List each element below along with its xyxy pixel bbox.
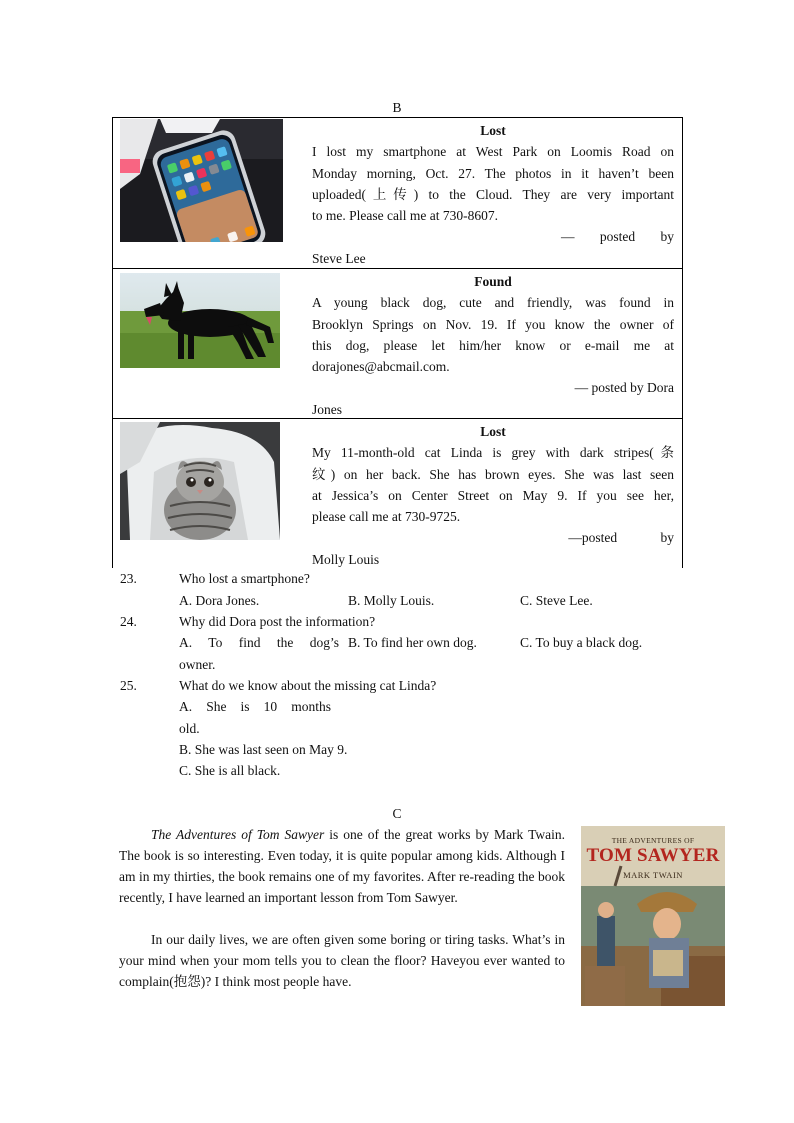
notice-line: uploaded(上传) to the Cloud. They are very important <box>312 186 674 202</box>
option-c: C. She is all black. <box>179 763 281 778</box>
notice-table <box>112 117 683 568</box>
notice-line: 纹) on her back. She has brown eyes. She was last seen <box>312 466 674 482</box>
poster-name: Molly Louis <box>312 551 380 567</box>
question-number: 24. <box>120 614 137 629</box>
notice-body <box>312 271 674 420</box>
passage-paragraph-1 <box>119 824 565 908</box>
notice-line: Brooklyn Springs on Nov. 19. If you know the owner of <box>312 316 674 332</box>
poster-line: — posted by Dora <box>574 380 674 396</box>
option-a: A. She is 10 months <box>179 699 331 714</box>
notice-found-dog <box>113 268 682 418</box>
question-stem: Who lost a smartphone? <box>179 571 310 586</box>
paragraph-text: is one of the great works by Mark Twain. The book is so interesting. Even today, it is quite popular among kids. Although I am in my thirties, the book remains one of my favorites. After re-reading the book recently, I have learned an important lesson from Tom Sawyer. <box>119 827 565 905</box>
notice-line: I lost my smartphone at West Park on Loomis Road on <box>312 144 674 160</box>
notice-title: Found <box>474 274 512 289</box>
poster-name: Jones <box>312 401 342 417</box>
question-stem: Why did Dora post the information? <box>179 614 376 629</box>
section-b-heading: B <box>392 100 402 115</box>
poster-name: Steve Lee <box>312 250 366 266</box>
notice-line: to me. Please call me at 730-8607. <box>312 208 498 224</box>
section-c-heading: C <box>392 806 402 821</box>
book-title: The Adventures of Tom Sawyer <box>151 827 325 842</box>
question-number: 25. <box>120 678 137 693</box>
notice-line: A young black dog, cute and friendly, was found in <box>312 295 674 311</box>
notice-body <box>312 120 674 269</box>
notice-line: Monday morning, Oct. 27. The photos in it haven’t been <box>312 165 674 181</box>
option-c: C. To buy a black dog. <box>520 635 643 650</box>
option-b: B. Molly Louis. <box>348 593 435 608</box>
notice-line: this dog, please let him/her know or e-mail me at <box>312 337 674 353</box>
notice-line: dorajones@abcmail.com. <box>312 359 450 375</box>
passage-paragraph-2: In our daily lives, we are often given some boring or tiring tasks. What’s in your mind when your mom tells you to clean the floor? Haveyou ever wanted to complain(抱怨)? I think most people have. <box>119 932 565 989</box>
notice-lost-smartphone <box>113 118 682 268</box>
poster-line: —posted by <box>568 530 674 546</box>
notice-line: at Jessica’s on Center Street on May 9. If you see her, <box>312 487 674 503</box>
option-a-wrap: owner. <box>179 657 216 672</box>
question-stem: What do we know about the missing cat Linda? <box>179 678 437 693</box>
option-b: B. She was last seen on May 9. <box>179 742 348 757</box>
notice-lost-cat <box>113 418 682 568</box>
grey-cat-photo-icon <box>120 422 280 540</box>
question-number: 23. <box>120 571 137 586</box>
notice-title: Lost <box>480 424 506 439</box>
option-a: A. To find the dog’s <box>179 635 339 650</box>
black-dog-photo-icon <box>120 273 280 368</box>
option-c: C. Steve Lee. <box>520 593 593 608</box>
option-a: A. Dora Jones. <box>179 593 260 608</box>
notice-line: My 11-month-old cat Linda is grey with dark stripes(条 <box>312 445 674 461</box>
notice-body <box>312 421 674 570</box>
option-b: B. To find her own dog. <box>348 635 477 650</box>
option-a-wrap: old. <box>179 721 200 736</box>
notice-title: Lost <box>480 123 506 138</box>
cover-top-text: THE ADVENTURES OF <box>611 836 695 845</box>
smartphone-photo-icon <box>120 119 283 242</box>
notice-line: please call me at 730-9725. <box>312 509 461 525</box>
poster-line: — posted by <box>561 229 674 245</box>
book-cover-image <box>581 826 725 1006</box>
cover-author: MARK TWAIN <box>623 870 683 880</box>
cover-title: TOM SAWYER <box>586 845 720 866</box>
